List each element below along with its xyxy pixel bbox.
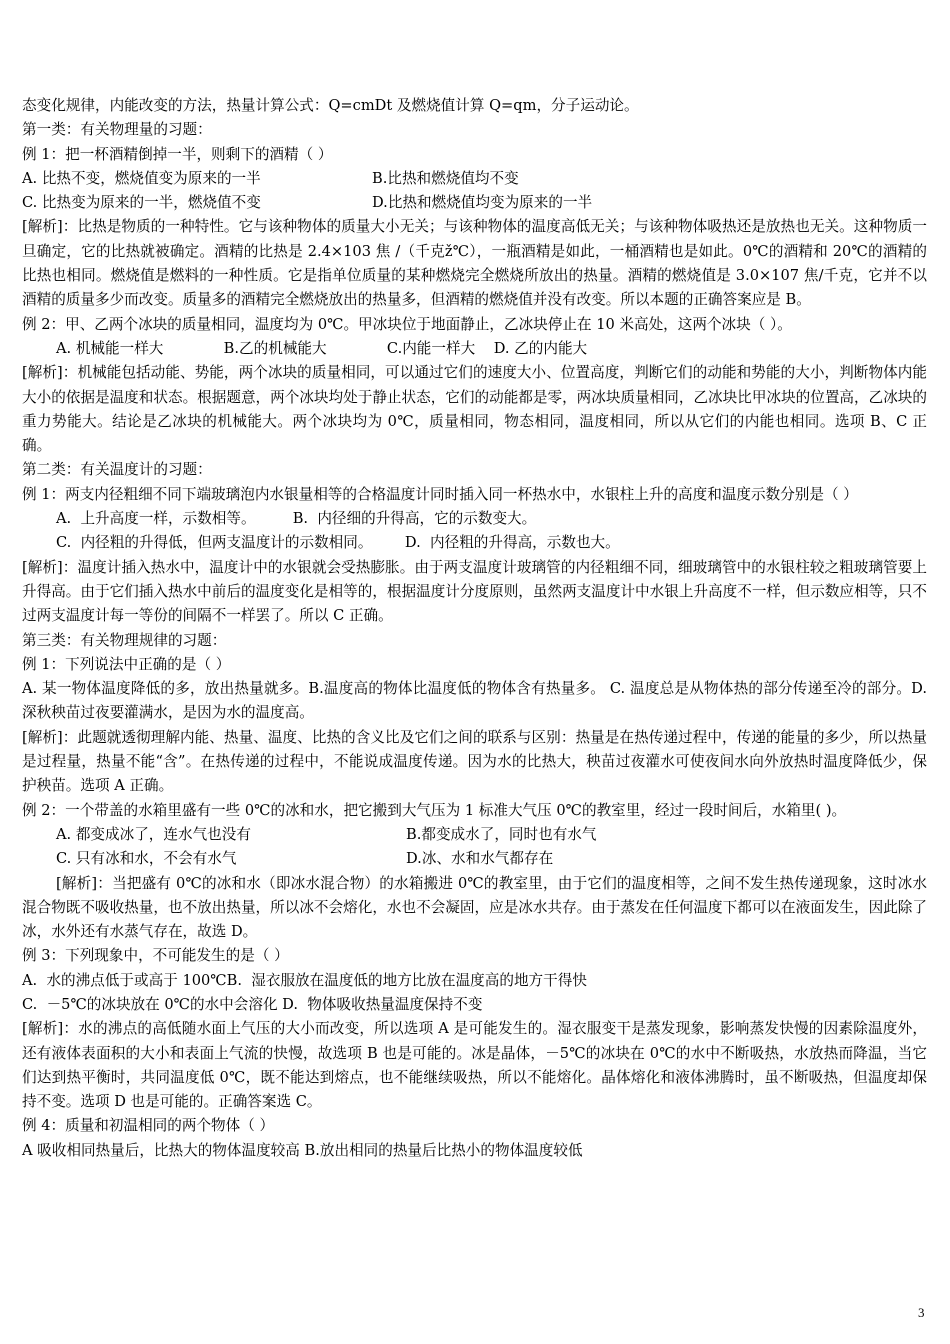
category-1-title: 第一类：有关物理量的习题： <box>22 121 212 139</box>
cat3-example-4-question: 例 4：质量和初温相同的两个物体（ ） <box>22 1117 275 1135</box>
cat3-example-2-analysis: [解析]：当把盛有 0℃的冰和水（即冰水混合物）的水箱搬进 0℃的教室里，由于它们的温度相等，之间不发生热传递现象，这时冰水混合物既不吸收热量，也不放出热量，所以冰不会熔化，水也不会凝固，应是冰水共存。由于蒸发在任何温度下都可以在液面发生，因此除了冰，水外还有水蒸气存在，故选 D。 <box>22 874 927 941</box>
cat3-example-1-options: A. 某一物体温度降低的多，放出热量就多。B.温度高的物体比温度低的物体含有热量多。 C. 温度总是从物体热的部分传递至冷的部分。D.深秋秧苗过夜要灌满水，是因为水的温度高。 <box>22 680 927 722</box>
cat3-example-2-question: 例 2：一个带盖的水箱里盛有一些 0℃的冰和水，把它搬到大气压为 1 标准大气压 0℃的教室里，经过一段时间后，水箱里( )。 <box>22 801 847 819</box>
cat3-example-4-options-ab: A 吸收相同热量后，比热大的物体温度较高 B.放出相同的热量后比热小的物体温度较低 <box>22 1141 583 1159</box>
cat1-example-1-analysis: [解析]：比热是物质的一种特性。它与该种物体的质量大小无关；与该种物体的温度高低无关；与该种物体吸热还是放热也无关。这种物质一旦确定，它的比热就被确定。酒精的比热是 2.4×103 焦 /（千克ž℃），一瓶酒精是如此，一桶酒精也是如此。0℃的酒精和 20℃的酒精的比热也相同。燃烧值是燃料的一种性质。它是指单位质量的某种燃烧完全燃烧所放出的热量。酒精的燃烧值是 3.0×107 焦/千克，它并不以酒精的质量多少而改变。质量多的酒精完全燃烧放出的热量多，但酒精的燃烧值并没有改变。所以本题的正确答案应是 B。 <box>22 218 927 309</box>
cat2-example-1-question: 例 1：两支内径粗细不同下端玻璃泡内水银量相等的合格温度计同时插入同一杯热水中，水银柱上升的高度和温度示数分别是（ ） <box>22 485 858 503</box>
cat3-example-3-question: 例 3：下列现象中，不可能发生的是（ ） <box>22 947 289 965</box>
cat3-example-1-analysis: [解析]：此题就透彻理解内能、热量、温度、比热的含义比及它们之间的联系与区别：热量是在热传递过程中，传递的能量的多少，所以热量是过程量，热量不能“含”。在热传递的过程中，不能说成温度传递。因为水的比热大，秧苗过夜灌水可使夜间水向外放热时温度降低少，保护秧苗。选项 A 正确。 <box>22 728 927 795</box>
option-a: A. 比热不变，燃烧值变为原来的一半 <box>22 169 261 187</box>
category-3-title: 第三类：有关物理规律的习题： <box>22 631 227 649</box>
option-b: B.都变成水了，同时也有水气 <box>406 825 597 843</box>
cat3-example-3-analysis: [解析]：水的沸点的高低随水面上气压的大小而改变，所以选项 A 是可能发生的。湿衣服变干是蒸发现象，影响蒸发快慢的因素除温度外，还有液体表面积的大小和表面上气流的快慢，故选项 B 也是可能的。冰是晶体，－5℃的冰块在 0℃的水中不断吸热，水放热而降温，当它们达到热平衡时，共同温度低 0℃，既不能达到熔点，也不能继续吸热，所以不能熔化。晶体熔化和液体沸腾时，虽不断吸热，但温度却保持不变。选项 D 也是可能的。正确答案选 C。 <box>22 1020 927 1111</box>
cat1-example-2-question: 例 2：甲、乙两个冰块的质量相同，温度均为 0℃。甲冰块位于地面静止，乙冰块停止在 10 米高处，这两个冰块（ ）。 <box>22 315 792 333</box>
option-d: D.比热和燃烧值均变为原来的一半 <box>372 194 593 212</box>
cat2-example-1-options-cd: C. 内径粗的升得低，但两支温度计的示数相同。 D. 内径粗的升得高，示数也大。 <box>56 534 620 552</box>
option-b: B.比热和燃烧值均不变 <box>372 169 519 187</box>
cat1-example-1-options-ab <box>22 167 927 191</box>
cat3-example-3-options-cd: C. －5℃的冰块放在 0℃的水中会溶化 D. 物体吸收热量温度保持不变 <box>22 995 483 1013</box>
cat2-example-1-analysis: [解析]：温度计插入热水中，温度计中的水银就会受热膨胀。由于两支温度计玻璃管的内径粗细不同，细玻璃管中的水银柱较之粗玻璃管要上升得高。由于它们插入热水中前后的温度变化是相等的，根据温度计分度原则，虽然两支温度计中水银上升高度不一样，但示数应相等，只不过两支温度计每一等份的间隔不一样罢了。所以 C 正确。 <box>22 558 927 625</box>
cat3-example-3-options-ab: A. 水的沸点低于或高于 100℃B. 湿衣服放在温度低的地方比放在温度高的地方干得快 <box>22 971 587 989</box>
cat1-example-1-question: 例 1：把一杯酒精倒掉一半，则剩下的酒精（ ） <box>22 145 333 163</box>
cat1-example-2-analysis: [解析]：机械能包括动能、势能，两个冰块的质量相同，可以通过它们的速度大小、位置高度，判断它们的动能和势能的大小，判断物体内能大小的依据是温度和状态。根据题意，两个冰块均处于静止状态，它们的动能都是零，两冰块质量相同，乙冰块比甲冰块的位置高，乙冰块的重力势能大。结论是乙冰块的机械能大。两个冰块均为 0℃，质量相同，物态相同，温度相同，所以从它们的内能也相同。选项 B、C 正确。 <box>22 364 927 455</box>
option-d: D.冰、水和水气都存在 <box>406 850 554 868</box>
cat3-example-2-options-ab <box>22 823 927 847</box>
page-number: 3 <box>918 1305 925 1320</box>
option-c: C. 只有冰和水，不会有水气 <box>56 850 237 868</box>
cat1-example-2-options: A. 机械能一样大 B.乙的机械能大 C.内能一样大 D. 乙的内能大 <box>56 339 588 357</box>
cat3-example-2-options-cd <box>22 847 927 871</box>
cat1-example-1-options-cd <box>22 191 927 215</box>
option-c: C. 比热变为原来的一半，燃烧值不变 <box>22 194 261 212</box>
cat2-example-1-options-ab: A. 上升高度一样，示数相等。 B. 内径细的升得高，它的示数变大。 <box>56 510 537 528</box>
option-a: A. 都变成冰了，连水气也没有 <box>56 825 251 843</box>
page-content <box>22 94 927 1163</box>
cat3-example-1-question: 例 1：下列说法中正确的是（ ） <box>22 655 231 673</box>
intro-line: 态变化规律，内能改变的方法，热量计算公式：Q=cmDt 及燃烧值计算 Q=qm，分子运动论。 <box>22 97 639 114</box>
category-2-title: 第二类：有关温度计的习题： <box>22 461 212 479</box>
